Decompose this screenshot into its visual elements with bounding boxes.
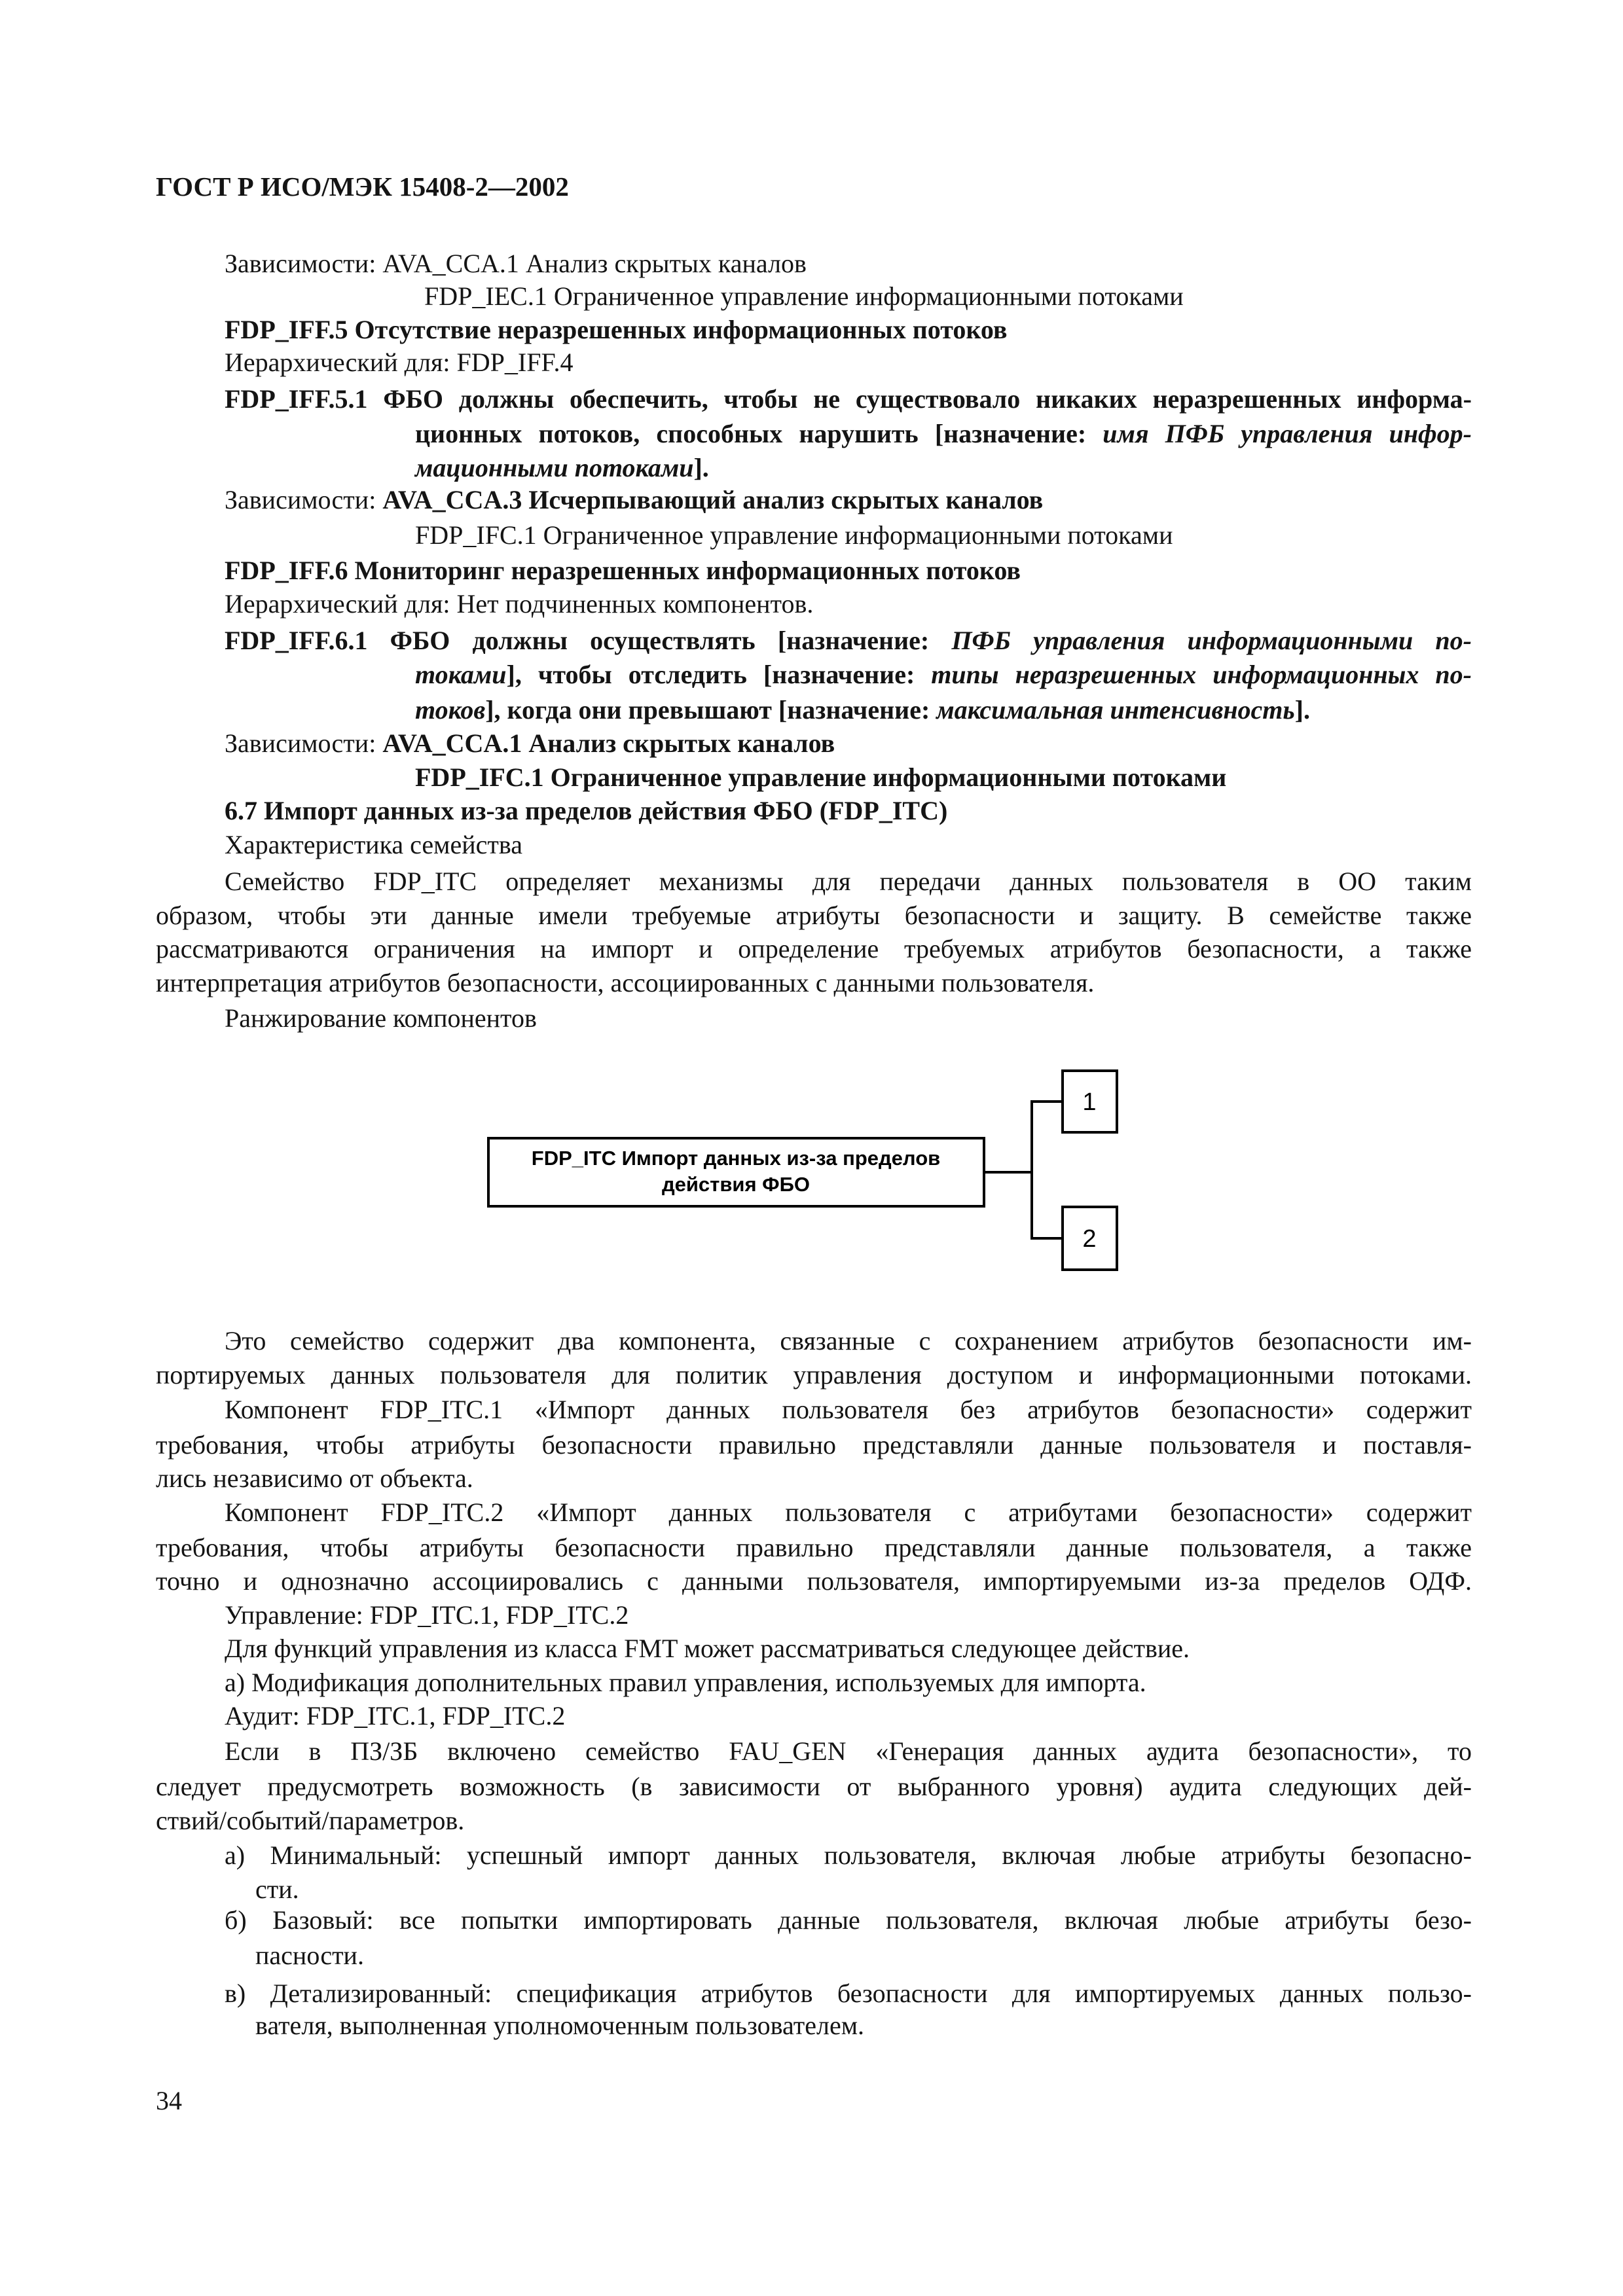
element-text: ], чтобы отследить [назначение: <box>506 660 915 689</box>
dependency-item: FDP_IFC.1 Ограниченное управление информационными потоками <box>415 520 1173 550</box>
element-text: ]. <box>693 453 709 482</box>
list-item-continuation: сти. <box>255 1874 299 1904</box>
paragraph-line: Это семейство содержит два компонента, связанные с сохранением атрибутов безопасности им- <box>225 1326 1472 1355</box>
element-text-line <box>415 659 1472 691</box>
assignment-text: токами <box>415 660 507 689</box>
family-label: действия ФБО <box>661 1173 811 1196</box>
assignment-text: токов <box>415 695 486 725</box>
paragraph-line: требования, чтобы атрибуты безопасности правильно представляли данные пользователя, а также <box>156 1533 1472 1562</box>
section-title: 6.7 Импорт данных из-за пределов действия ФБО (FDP_ITC) <box>225 796 948 825</box>
dependencies-line <box>225 728 835 759</box>
list-item: в) Детализированный: спецификация атрибутов безопасности для импортируемых данных пользо- <box>225 1979 1472 2008</box>
paragraph-line: Семейство FDP_ITC определяет механизмы для передачи данных пользователя в ОО таким <box>225 867 1472 896</box>
element-text-line <box>415 452 709 484</box>
dependency-item: AVA_CCA.1 Анализ скрытых каналов <box>382 249 807 278</box>
assignment-text: максимальная интенсивность <box>936 695 1295 725</box>
element-text-line: FDP_IFF.5.1 ФБО должны обеспечить, чтобы не существовало никаких неразрешенных информа- <box>225 384 1472 414</box>
subsection-heading: Ранжирование компонентов <box>225 1003 537 1033</box>
dependencies-line <box>225 248 807 279</box>
family-label: FDP_ITC Импорт данных из-за пределов <box>531 1147 941 1170</box>
paragraph-line: интерпретация атрибутов безопасности, ассоциированных с данными пользователя. <box>156 968 1095 997</box>
subsection-heading: Характеристика семейства <box>225 830 522 859</box>
component-levelling-diagram <box>0 1047 1623 1296</box>
paragraph-line: требования, чтобы атрибуты безопасности правильно представляли данные пользователя и поставля- <box>156 1430 1472 1460</box>
list-item: б) Базовый: все попытки импортировать данные пользователя, включая любые атрибуты безо- <box>225 1905 1472 1935</box>
element-text: ционных потоков, способных нарушить [назначение: <box>415 419 1087 448</box>
assignment-text: имя ПФБ управления инфор- <box>1103 419 1472 448</box>
management-heading: Управление: FDP_ITC.1, FDP_ITC.2 <box>225 1600 629 1630</box>
page-number: 34 <box>156 2086 182 2115</box>
assignment-text: ПФБ управления информационными по- <box>951 626 1472 655</box>
paragraph-line: Компонент FDP_ITC.2 «Импорт данных пользователя с атрибутами безопасности» содержит <box>225 1498 1472 1527</box>
paragraph-line: образом, чтобы эти данные имели требуемые атрибуты безопасности и защиту. В семействе также <box>156 901 1472 930</box>
dependency-item: AVA_CCA.3 Исчерпывающий анализ скрытых каналов <box>382 485 1044 514</box>
assignment-text: мационными потоками <box>415 453 694 482</box>
dependency-item: FDP_IEC.1 Ограниченное управление информационными потоками <box>424 281 1184 311</box>
component-number: 1 <box>1082 1088 1097 1116</box>
paragraph-line: ствий/событий/параметров. <box>156 1806 465 1835</box>
paragraph-line: лись независимо от объекта. <box>156 1463 473 1493</box>
dependencies-label: Зависимости: <box>225 728 376 758</box>
dependency-item: FDP_IFC.1 Ограниченное управление информационными потоками <box>415 762 1227 792</box>
paragraph-line: Если в ПЗ/ЗБ включено семейство FAU_GEN «Генерация данных аудита безопасности», то <box>225 1736 1472 1766</box>
hierarchical-line: Иерархический для: Нет подчиненных компонентов. <box>225 589 814 619</box>
paragraph-line: портируемых данных пользователя для политик управления доступом и информационными потоками. <box>156 1360 1472 1390</box>
assignment-text: типы неразрешенных информационных по- <box>931 660 1472 689</box>
hierarchical-line: Иерархический для: FDP_IFF.4 <box>225 348 574 377</box>
component-title: FDP_IFF.5 Отсутствие неразрешенных информационных потоков <box>225 315 1008 344</box>
audit-heading: Аудит: FDP_ITC.1, FDP_ITC.2 <box>225 1701 566 1731</box>
list-item: а) Модификация дополнительных правил управления, используемых для импорта. <box>225 1668 1146 1697</box>
dependencies-label: Зависимости: <box>225 485 376 514</box>
list-item-continuation: вателя, выполненная уполномоченным пользователем. <box>255 2011 865 2040</box>
paragraph-line: следует предусмотреть возможность (в зависимости от выбранного уровня) аудита следующих дей- <box>156 1772 1472 1801</box>
element-text-line <box>415 418 1472 450</box>
paragraph-line: Компонент FDP_ITC.1 «Импорт данных пользователя без атрибутов безопасности» содержит <box>225 1395 1472 1424</box>
paragraph-line: рассматриваются ограничения на импорт и определение требуемых атрибутов безопасности, а также <box>156 934 1472 963</box>
element-text: ]. <box>1294 695 1310 725</box>
paragraph-line: Для функций управления из класса FMT может рассматриваться следующее действие. <box>225 1634 1190 1663</box>
component-title: FDP_IFF.6 Мониторинг неразрешенных информационных потоков <box>225 556 1021 585</box>
element-text-line <box>225 625 1472 656</box>
list-item: а) Минимальный: успешный импорт данных пользователя, включая любые атрибуты безопасно- <box>225 1840 1472 1870</box>
dependency-item: AVA_CCA.1 Анализ скрытых каналов <box>382 728 835 758</box>
dependencies-label: Зависимости: <box>225 249 376 278</box>
element-text: FDP_IFF.6.1 ФБО должны осуществлять [назначение: <box>225 626 930 655</box>
element-text-line <box>415 694 1310 726</box>
page-header: ГОСТ Р ИСО/МЭК 15408-2—2002 <box>156 171 569 202</box>
component-number: 2 <box>1082 1225 1097 1253</box>
paragraph-line: точно и однозначно ассоциировались с данными пользователя, импортируемыми из-за пределов ОДФ. <box>156 1566 1472 1596</box>
dependencies-line <box>225 484 1043 516</box>
element-text: ], когда они превышают [назначение: <box>485 695 930 725</box>
list-item-continuation: пасности. <box>255 1941 364 1970</box>
